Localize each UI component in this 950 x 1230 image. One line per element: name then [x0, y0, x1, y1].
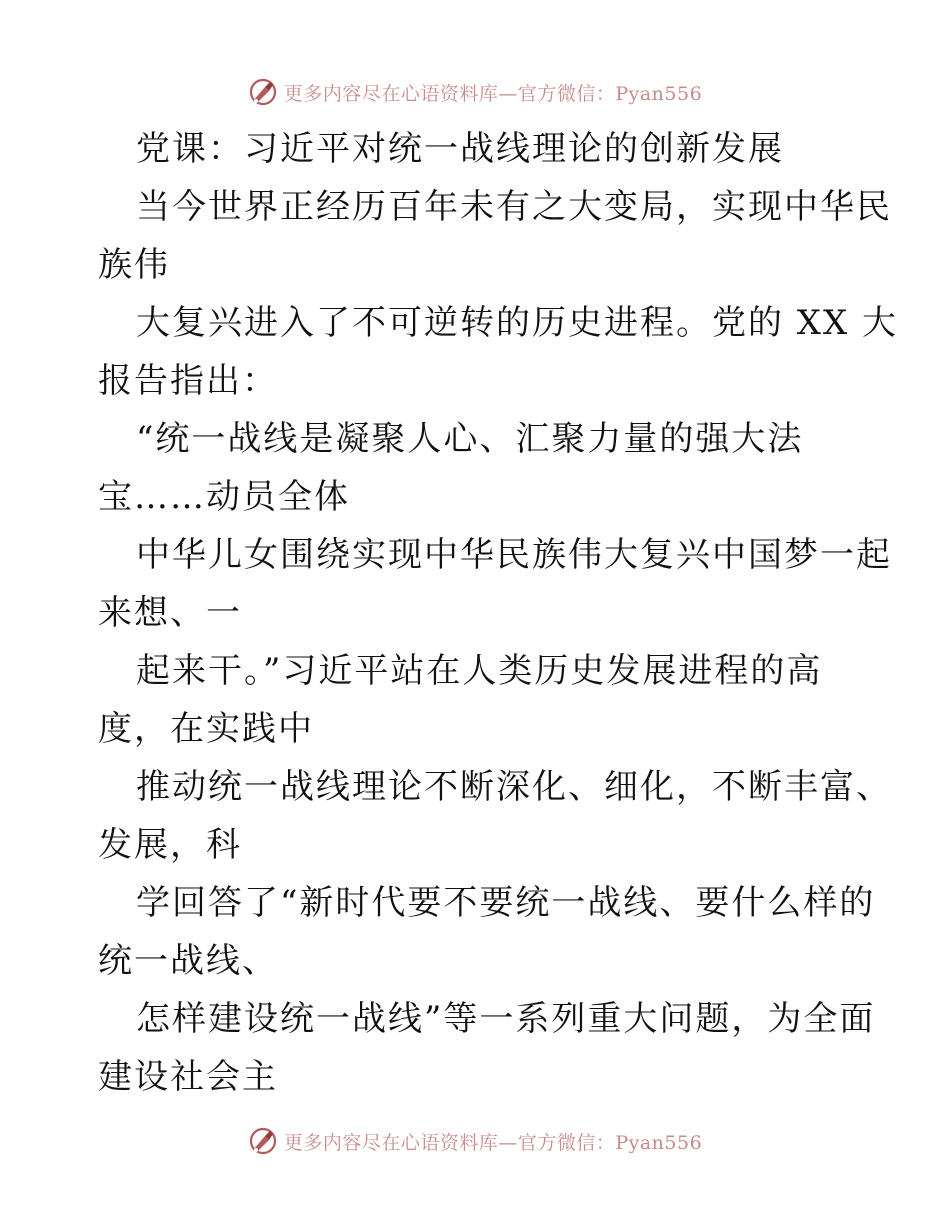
paragraph-line: 族伟 [98, 245, 170, 285]
paragraph-line: 起来干。”习近平站在人类历史发展进程的高 [136, 651, 823, 691]
paragraph-line: 学回答了“新时代要不要统一战线、要什么样的 [136, 883, 876, 923]
pen-nib-logo-icon [248, 1126, 278, 1156]
quote-line: “统一战线是凝聚人心、汇聚力量的强大法 [136, 419, 804, 459]
watermark-text: 更多内容尽在心语资料库—官方微信：Pyan556 [283, 82, 703, 105]
paragraph-line: 发展，科 [98, 825, 242, 865]
header-watermark-banner [0, 72, 950, 112]
paragraph-line: 来想、一 [98, 593, 242, 633]
document-body [98, 120, 899, 1106]
paragraph-line: 宝……动员全体 [98, 477, 350, 517]
watermark-text: 更多内容尽在心语资料库—官方微信：Pyan556 [283, 1131, 703, 1154]
paragraph-line: 度，在实践中 [98, 709, 314, 749]
pen-nib-logo-icon [248, 77, 278, 107]
footer-watermark-banner [0, 1121, 950, 1161]
document-title: 党课：习近平对统一战线理论的创新发展 [136, 129, 784, 169]
paragraph-line: 大复兴进入了不可逆转的历史进程。党的 XX 大 [136, 303, 899, 343]
paragraph-line: 统一战线、 [98, 941, 278, 981]
paragraph-line: 报告指出： [98, 361, 278, 401]
paragraph-line: 建设社会主 [98, 1057, 278, 1097]
paragraph-line: 中华儿女围绕实现中华民族伟大复兴中国梦一起 [136, 535, 892, 575]
paragraph-line: 怎样建设统一战线”等一系列重大问题，为全面 [136, 999, 876, 1039]
paragraph-line: 推动统一战线理论不断深化、细化，不断丰富、 [136, 767, 892, 807]
paragraph-line: 当今世界正经历百年未有之大变局，实现中华民 [136, 187, 892, 227]
